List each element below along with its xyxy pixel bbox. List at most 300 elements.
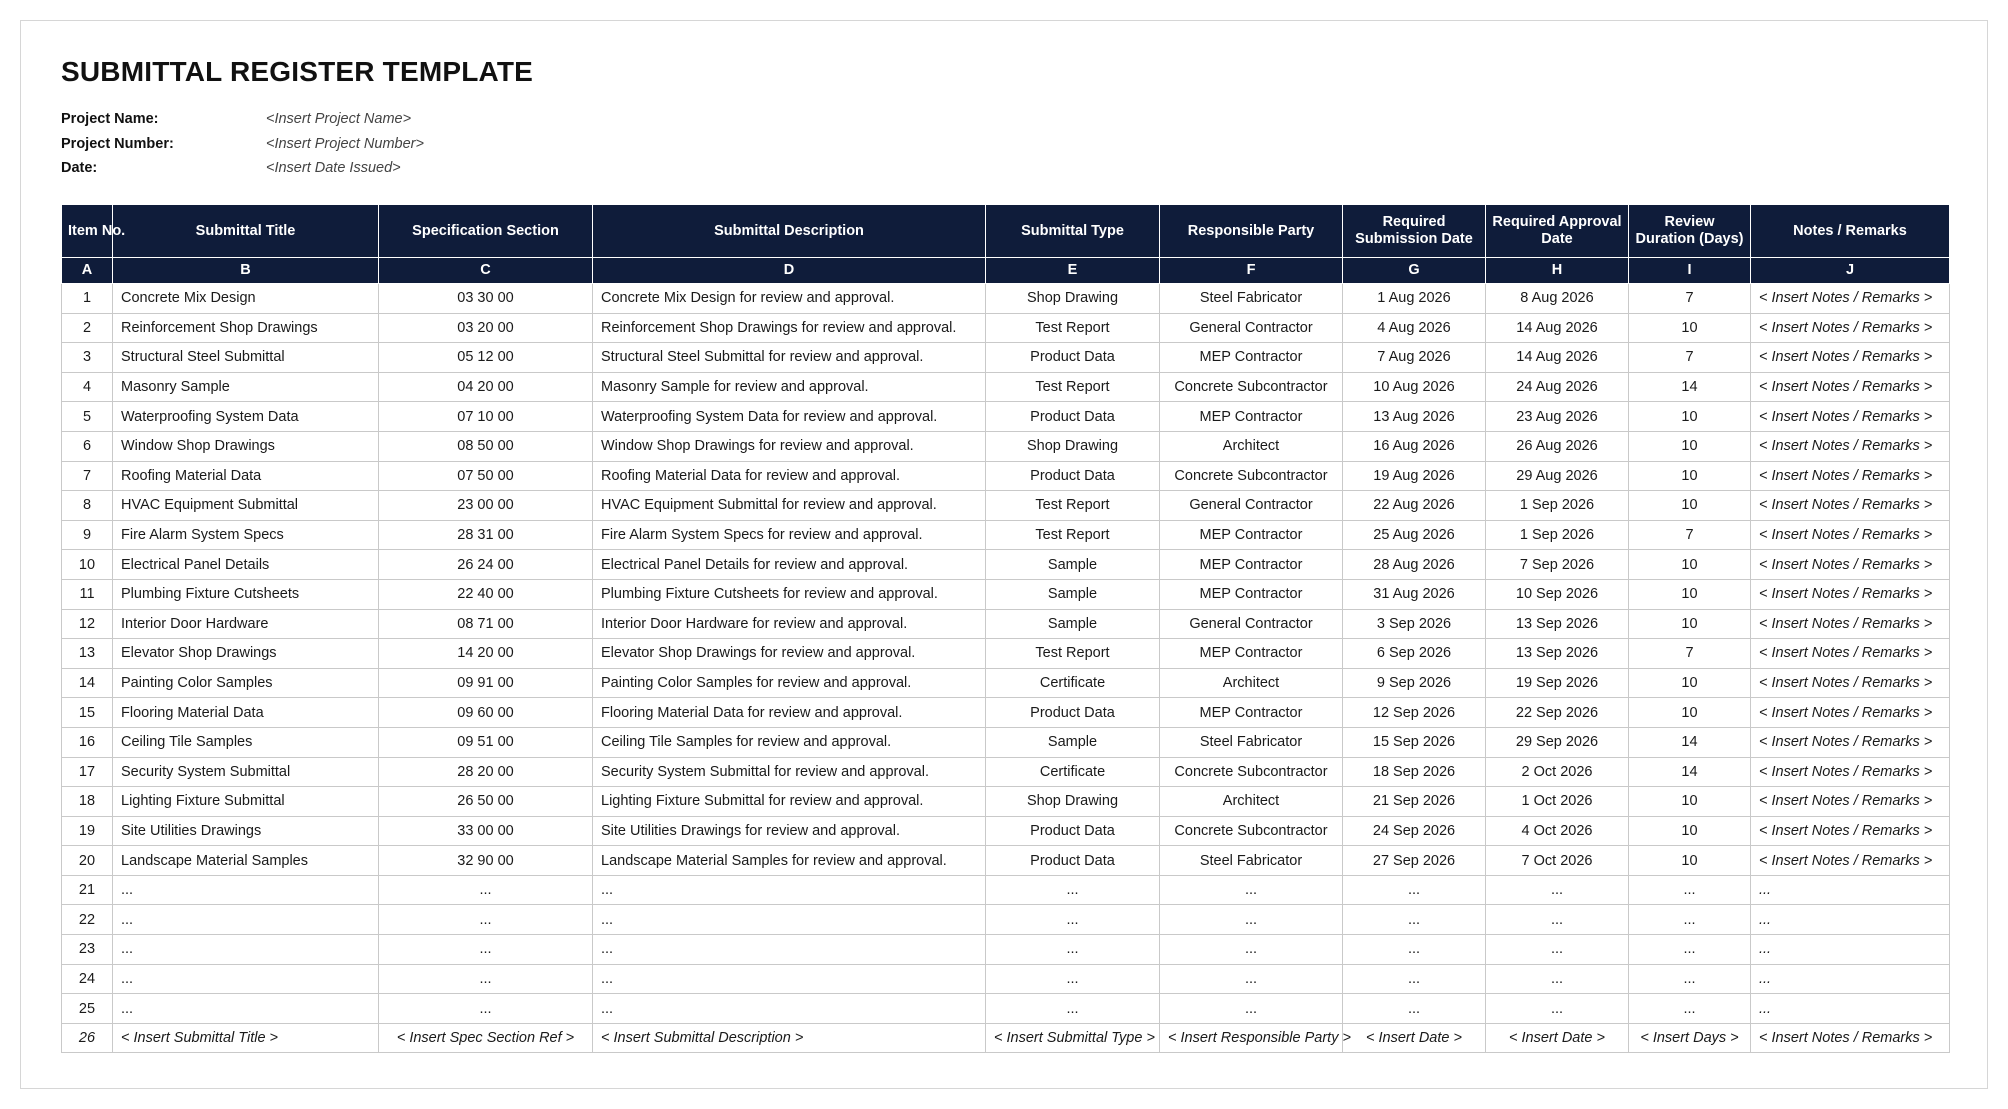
- review-duration-cell[interactable]: 7: [1629, 284, 1751, 314]
- notes-cell[interactable]: < Insert Notes / Remarks >: [1751, 461, 1950, 491]
- submission-date-cell[interactable]: 1 Aug 2026: [1343, 284, 1486, 314]
- spec-section-cell[interactable]: 33 00 00: [379, 816, 593, 846]
- approval-date-cell[interactable]: ...: [1486, 994, 1629, 1024]
- project-name-value[interactable]: <Insert Project Name>: [266, 111, 412, 127]
- submittal-title-cell[interactable]: Concrete Mix Design: [113, 284, 379, 314]
- approval-date-cell[interactable]: 24 Aug 2026: [1486, 372, 1629, 402]
- submittal-title-cell[interactable]: Masonry Sample: [113, 372, 379, 402]
- responsible-party-cell[interactable]: ...: [1160, 964, 1343, 994]
- submittal-type-cell[interactable]: ...: [986, 905, 1160, 935]
- table-row: [62, 875, 1950, 905]
- submittal-type-cell[interactable]: Certificate: [986, 668, 1160, 698]
- spec-section-cell[interactable]: 26 50 00: [379, 787, 593, 817]
- review-duration-cell[interactable]: 10: [1629, 579, 1751, 609]
- item-no-cell[interactable]: 20: [62, 846, 113, 876]
- submittal-type-cell[interactable]: Product Data: [986, 698, 1160, 728]
- item-no-cell[interactable]: 10: [62, 550, 113, 580]
- responsible-party-cell[interactable]: < Insert Responsible Party >: [1160, 1023, 1343, 1053]
- approval-date-cell[interactable]: 2 Oct 2026: [1486, 757, 1629, 787]
- submittal-title-cell[interactable]: Elevator Shop Drawings: [113, 639, 379, 669]
- submittal-title-cell[interactable]: Electrical Panel Details: [113, 550, 379, 580]
- approval-date-cell[interactable]: 14 Aug 2026: [1486, 343, 1629, 373]
- approval-date-cell[interactable]: ...: [1486, 964, 1629, 994]
- item-no-cell[interactable]: 15: [62, 698, 113, 728]
- item-no-cell[interactable]: 12: [62, 609, 113, 639]
- notes-cell[interactable]: < Insert Notes / Remarks >: [1751, 698, 1950, 728]
- description-cell[interactable]: Fire Alarm System Specs for review and approval.: [593, 520, 986, 550]
- item-no-cell[interactable]: 14: [62, 668, 113, 698]
- table-row: [62, 609, 1950, 639]
- submittal-title-cell[interactable]: Painting Color Samples: [113, 668, 379, 698]
- table-row: [62, 491, 1950, 521]
- spec-section-cell[interactable]: 32 90 00: [379, 846, 593, 876]
- notes-cell[interactable]: < Insert Notes / Remarks >: [1751, 550, 1950, 580]
- submission-date-cell[interactable]: 15 Sep 2026: [1343, 727, 1486, 757]
- approval-date-cell[interactable]: 13 Sep 2026: [1486, 639, 1629, 669]
- responsible-party-cell[interactable]: Steel Fabricator: [1160, 846, 1343, 876]
- notes-cell[interactable]: < Insert Notes / Remarks >: [1751, 343, 1950, 373]
- description-cell[interactable]: Ceiling Tile Samples for review and approval.: [593, 727, 986, 757]
- review-duration-cell[interactable]: 14: [1629, 372, 1751, 402]
- notes-cell[interactable]: < Insert Notes / Remarks >: [1751, 491, 1950, 521]
- column-letter: B: [113, 258, 379, 284]
- notes-cell[interactable]: ...: [1751, 994, 1950, 1024]
- submittal-type-cell[interactable]: Test Report: [986, 639, 1160, 669]
- item-no-cell[interactable]: 5: [62, 402, 113, 432]
- description-cell[interactable]: ...: [593, 935, 986, 965]
- description-cell[interactable]: Roofing Material Data for review and approval.: [593, 461, 986, 491]
- date-value[interactable]: <Insert Date Issued>: [266, 160, 401, 176]
- notes-cell[interactable]: < Insert Notes / Remarks >: [1751, 579, 1950, 609]
- responsible-party-cell[interactable]: ...: [1160, 935, 1343, 965]
- responsible-party-cell[interactable]: ...: [1160, 994, 1343, 1024]
- submission-date-cell[interactable]: ...: [1343, 994, 1486, 1024]
- spec-section-cell[interactable]: 14 20 00: [379, 639, 593, 669]
- submittal-type-cell[interactable]: Sample: [986, 550, 1160, 580]
- approval-date-cell[interactable]: 7 Sep 2026: [1486, 550, 1629, 580]
- submittal-type-cell[interactable]: Product Data: [986, 816, 1160, 846]
- responsible-party-cell[interactable]: Architect: [1160, 787, 1343, 817]
- description-cell[interactable]: Concrete Mix Design for review and approval.: [593, 284, 986, 314]
- approval-date-cell[interactable]: 10 Sep 2026: [1486, 579, 1629, 609]
- responsible-party-cell[interactable]: ...: [1160, 905, 1343, 935]
- item-no-cell[interactable]: 2: [62, 313, 113, 343]
- submittal-type-cell[interactable]: Sample: [986, 609, 1160, 639]
- review-duration-cell[interactable]: ...: [1629, 994, 1751, 1024]
- review-duration-cell[interactable]: < Insert Days >: [1629, 1023, 1751, 1053]
- spec-section-cell[interactable]: 28 20 00: [379, 757, 593, 787]
- approval-date-cell[interactable]: 1 Oct 2026: [1486, 787, 1629, 817]
- responsible-party-cell[interactable]: General Contractor: [1160, 491, 1343, 521]
- notes-cell[interactable]: < Insert Notes / Remarks >: [1751, 402, 1950, 432]
- review-duration-cell[interactable]: ...: [1629, 964, 1751, 994]
- responsible-party-cell[interactable]: ...: [1160, 875, 1343, 905]
- submission-date-cell[interactable]: 27 Sep 2026: [1343, 846, 1486, 876]
- table-row: [62, 372, 1950, 402]
- notes-cell[interactable]: ...: [1751, 905, 1950, 935]
- item-no-cell[interactable]: 21: [62, 875, 113, 905]
- item-no-cell[interactable]: 25: [62, 994, 113, 1024]
- submittal-title-cell[interactable]: HVAC Equipment Submittal: [113, 491, 379, 521]
- project-number-value[interactable]: <Insert Project Number>: [266, 136, 424, 152]
- submittal-type-cell[interactable]: Sample: [986, 727, 1160, 757]
- submittal-type-cell[interactable]: Test Report: [986, 313, 1160, 343]
- submittal-type-cell[interactable]: ...: [986, 964, 1160, 994]
- table-row: [62, 343, 1950, 373]
- submission-date-cell[interactable]: 12 Sep 2026: [1343, 698, 1486, 728]
- responsible-party-cell[interactable]: Concrete Subcontractor: [1160, 757, 1343, 787]
- submittal-type-cell[interactable]: Certificate: [986, 757, 1160, 787]
- submission-date-cell[interactable]: 19 Aug 2026: [1343, 461, 1486, 491]
- submittal-type-cell[interactable]: Test Report: [986, 491, 1160, 521]
- table-row: [62, 313, 1950, 343]
- item-no-cell[interactable]: 13: [62, 639, 113, 669]
- submittal-title-cell[interactable]: < Insert Submittal Title >: [113, 1023, 379, 1053]
- submittal-type-cell[interactable]: Product Data: [986, 402, 1160, 432]
- responsible-party-cell[interactable]: MEP Contractor: [1160, 550, 1343, 580]
- submittal-title-cell[interactable]: ...: [113, 964, 379, 994]
- submission-date-cell[interactable]: 22 Aug 2026: [1343, 491, 1486, 521]
- submittal-type-cell[interactable]: Product Data: [986, 846, 1160, 876]
- description-cell[interactable]: Waterproofing System Data for review and approval.: [593, 402, 986, 432]
- description-cell[interactable]: ...: [593, 964, 986, 994]
- column-letter: G: [1343, 258, 1486, 284]
- review-duration-cell[interactable]: 10: [1629, 402, 1751, 432]
- review-duration-cell[interactable]: 7: [1629, 520, 1751, 550]
- spec-section-cell[interactable]: 03 20 00: [379, 313, 593, 343]
- review-duration-cell[interactable]: 10: [1629, 431, 1751, 461]
- item-no-cell[interactable]: 23: [62, 935, 113, 965]
- submittal-title-cell[interactable]: Lighting Fixture Submittal: [113, 787, 379, 817]
- approval-date-cell[interactable]: < Insert Date >: [1486, 1023, 1629, 1053]
- description-cell[interactable]: Lighting Fixture Submittal for review and approval.: [593, 787, 986, 817]
- notes-cell[interactable]: < Insert Notes / Remarks >: [1751, 520, 1950, 550]
- description-cell[interactable]: Structural Steel Submittal for review and approval.: [593, 343, 986, 373]
- approval-date-cell[interactable]: 26 Aug 2026: [1486, 431, 1629, 461]
- spec-section-cell[interactable]: 04 20 00: [379, 372, 593, 402]
- responsible-party-cell[interactable]: Concrete Subcontractor: [1160, 372, 1343, 402]
- submittal-type-cell[interactable]: Test Report: [986, 520, 1160, 550]
- header-item-no: Item No.: [62, 205, 113, 258]
- column-letter: D: [593, 258, 986, 284]
- table-row: [62, 639, 1950, 669]
- submission-date-cell[interactable]: 10 Aug 2026: [1343, 372, 1486, 402]
- spec-section-cell[interactable]: 08 71 00: [379, 609, 593, 639]
- item-no-cell[interactable]: 4: [62, 372, 113, 402]
- responsible-party-cell[interactable]: MEP Contractor: [1160, 520, 1343, 550]
- submission-date-cell[interactable]: 13 Aug 2026: [1343, 402, 1486, 432]
- table-row: [62, 935, 1950, 965]
- notes-cell[interactable]: < Insert Notes / Remarks >: [1751, 846, 1950, 876]
- submittal-title-cell[interactable]: Ceiling Tile Samples: [113, 727, 379, 757]
- responsible-party-cell[interactable]: MEP Contractor: [1160, 579, 1343, 609]
- table-row: [62, 816, 1950, 846]
- submission-date-cell[interactable]: 21 Sep 2026: [1343, 787, 1486, 817]
- item-no-cell[interactable]: 3: [62, 343, 113, 373]
- project-name-label: Project Name:: [61, 111, 159, 127]
- description-cell[interactable]: Painting Color Samples for review and approval.: [593, 668, 986, 698]
- notes-cell[interactable]: < Insert Notes / Remarks >: [1751, 1023, 1950, 1053]
- column-header-row: [62, 205, 1950, 258]
- description-cell[interactable]: Elevator Shop Drawings for review and approval.: [593, 639, 986, 669]
- notes-cell[interactable]: < Insert Notes / Remarks >: [1751, 431, 1950, 461]
- responsible-party-cell[interactable]: MEP Contractor: [1160, 343, 1343, 373]
- review-duration-cell[interactable]: 10: [1629, 846, 1751, 876]
- item-no-cell[interactable]: 7: [62, 461, 113, 491]
- item-no-cell[interactable]: 17: [62, 757, 113, 787]
- column-letter: C: [379, 258, 593, 284]
- responsible-party-cell[interactable]: Steel Fabricator: [1160, 727, 1343, 757]
- submission-date-cell[interactable]: 3 Sep 2026: [1343, 609, 1486, 639]
- submittal-title-cell[interactable]: Structural Steel Submittal: [113, 343, 379, 373]
- approval-date-cell[interactable]: ...: [1486, 905, 1629, 935]
- approval-date-cell[interactable]: 19 Sep 2026: [1486, 668, 1629, 698]
- approval-date-cell[interactable]: 13 Sep 2026: [1486, 609, 1629, 639]
- responsible-party-cell[interactable]: Steel Fabricator: [1160, 284, 1343, 314]
- submittal-title-cell[interactable]: Roofing Material Data: [113, 461, 379, 491]
- submittal-title-cell[interactable]: Site Utilities Drawings: [113, 816, 379, 846]
- submittal-title-cell[interactable]: ...: [113, 994, 379, 1024]
- submittal-title-cell[interactable]: Interior Door Hardware: [113, 609, 379, 639]
- spec-section-cell[interactable]: ...: [379, 994, 593, 1024]
- review-duration-cell[interactable]: 7: [1629, 639, 1751, 669]
- description-cell[interactable]: < Insert Submittal Description >: [593, 1023, 986, 1053]
- submittal-title-cell[interactable]: Plumbing Fixture Cutsheets: [113, 579, 379, 609]
- template-row: [62, 1023, 1950, 1053]
- responsible-party-cell[interactable]: General Contractor: [1160, 609, 1343, 639]
- review-duration-cell[interactable]: 10: [1629, 668, 1751, 698]
- approval-date-cell[interactable]: 14 Aug 2026: [1486, 313, 1629, 343]
- project-number-row: [61, 136, 424, 152]
- header-specification-section: Specification Section: [379, 205, 593, 258]
- submittal-type-cell[interactable]: Shop Drawing: [986, 431, 1160, 461]
- date-row: [61, 160, 401, 176]
- submittal-type-cell[interactable]: Test Report: [986, 372, 1160, 402]
- review-duration-cell[interactable]: ...: [1629, 905, 1751, 935]
- review-duration-cell[interactable]: 10: [1629, 787, 1751, 817]
- description-cell[interactable]: Interior Door Hardware for review and approval.: [593, 609, 986, 639]
- spec-section-cell[interactable]: 09 51 00: [379, 727, 593, 757]
- item-no-cell[interactable]: 8: [62, 491, 113, 521]
- column-letter: A: [62, 258, 113, 284]
- description-cell[interactable]: Plumbing Fixture Cutsheets for review and approval.: [593, 579, 986, 609]
- item-no-cell[interactable]: 26: [62, 1023, 113, 1053]
- submittal-title-cell[interactable]: Fire Alarm System Specs: [113, 520, 379, 550]
- responsible-party-cell[interactable]: MEP Contractor: [1160, 698, 1343, 728]
- responsible-party-cell[interactable]: Concrete Subcontractor: [1160, 461, 1343, 491]
- review-duration-cell[interactable]: 10: [1629, 491, 1751, 521]
- table-row: [62, 520, 1950, 550]
- approval-date-cell[interactable]: 1 Sep 2026: [1486, 491, 1629, 521]
- responsible-party-cell[interactable]: General Contractor: [1160, 313, 1343, 343]
- review-duration-cell[interactable]: 10: [1629, 609, 1751, 639]
- review-duration-cell[interactable]: 7: [1629, 343, 1751, 373]
- responsible-party-cell[interactable]: MEP Contractor: [1160, 402, 1343, 432]
- notes-cell[interactable]: < Insert Notes / Remarks >: [1751, 313, 1950, 343]
- notes-cell[interactable]: < Insert Notes / Remarks >: [1751, 757, 1950, 787]
- item-no-cell[interactable]: 24: [62, 964, 113, 994]
- table-row: [62, 284, 1950, 314]
- notes-cell[interactable]: < Insert Notes / Remarks >: [1751, 787, 1950, 817]
- spec-section-cell[interactable]: 28 31 00: [379, 520, 593, 550]
- review-duration-cell[interactable]: 14: [1629, 727, 1751, 757]
- table-row: [62, 579, 1950, 609]
- responsible-party-cell[interactable]: Concrete Subcontractor: [1160, 816, 1343, 846]
- submittal-type-cell[interactable]: Shop Drawing: [986, 787, 1160, 817]
- review-duration-cell[interactable]: 10: [1629, 313, 1751, 343]
- submittal-type-cell[interactable]: Product Data: [986, 343, 1160, 373]
- submittal-type-cell[interactable]: ...: [986, 994, 1160, 1024]
- submission-date-cell[interactable]: 18 Sep 2026: [1343, 757, 1486, 787]
- description-cell[interactable]: ...: [593, 994, 986, 1024]
- description-cell[interactable]: Site Utilities Drawings for review and approval.: [593, 816, 986, 846]
- spec-section-cell[interactable]: 03 30 00: [379, 284, 593, 314]
- column-letter: J: [1751, 258, 1950, 284]
- submission-date-cell[interactable]: 7 Aug 2026: [1343, 343, 1486, 373]
- item-no-cell[interactable]: 19: [62, 816, 113, 846]
- spec-section-cell[interactable]: 23 00 00: [379, 491, 593, 521]
- spec-section-cell[interactable]: ...: [379, 964, 593, 994]
- date-label: Date:: [61, 160, 98, 176]
- submission-date-cell[interactable]: 25 Aug 2026: [1343, 520, 1486, 550]
- notes-cell[interactable]: ...: [1751, 875, 1950, 905]
- submission-date-cell[interactable]: 31 Aug 2026: [1343, 579, 1486, 609]
- submission-date-cell[interactable]: 28 Aug 2026: [1343, 550, 1486, 580]
- description-cell[interactable]: Electrical Panel Details for review and approval.: [593, 550, 986, 580]
- submittal-type-cell[interactable]: < Insert Submittal Type >: [986, 1023, 1160, 1053]
- approval-date-cell[interactable]: 7 Oct 2026: [1486, 846, 1629, 876]
- submittal-register-table: [61, 204, 1950, 1053]
- review-duration-cell[interactable]: 10: [1629, 698, 1751, 728]
- review-duration-cell[interactable]: ...: [1629, 935, 1751, 965]
- description-cell[interactable]: Window Shop Drawings for review and approval.: [593, 431, 986, 461]
- approval-date-cell[interactable]: ...: [1486, 875, 1629, 905]
- table-body: [62, 284, 1950, 1053]
- description-cell[interactable]: ...: [593, 875, 986, 905]
- spec-section-cell[interactable]: ...: [379, 875, 593, 905]
- notes-cell[interactable]: < Insert Notes / Remarks >: [1751, 609, 1950, 639]
- table-row: [62, 846, 1950, 876]
- notes-cell[interactable]: < Insert Notes / Remarks >: [1751, 668, 1950, 698]
- approval-date-cell[interactable]: 8 Aug 2026: [1486, 284, 1629, 314]
- approval-date-cell[interactable]: 29 Sep 2026: [1486, 727, 1629, 757]
- notes-cell[interactable]: < Insert Notes / Remarks >: [1751, 372, 1950, 402]
- submittal-type-cell[interactable]: ...: [986, 875, 1160, 905]
- submission-date-cell[interactable]: 16 Aug 2026: [1343, 431, 1486, 461]
- spec-section-cell[interactable]: 08 50 00: [379, 431, 593, 461]
- approval-date-cell[interactable]: 22 Sep 2026: [1486, 698, 1629, 728]
- submission-date-cell[interactable]: 24 Sep 2026: [1343, 816, 1486, 846]
- notes-cell[interactable]: < Insert Notes / Remarks >: [1751, 639, 1950, 669]
- item-no-cell[interactable]: 11: [62, 579, 113, 609]
- review-duration-cell[interactable]: 10: [1629, 816, 1751, 846]
- page-title: SUBMITTAL REGISTER TEMPLATE: [61, 56, 534, 87]
- item-no-cell[interactable]: 16: [62, 727, 113, 757]
- description-cell[interactable]: Reinforcement Shop Drawings for review and approval.: [593, 313, 986, 343]
- description-cell[interactable]: Security System Submittal for review and approval.: [593, 757, 986, 787]
- responsible-party-cell[interactable]: MEP Contractor: [1160, 639, 1343, 669]
- submittal-title-cell[interactable]: Reinforcement Shop Drawings: [113, 313, 379, 343]
- submittal-title-cell[interactable]: Flooring Material Data: [113, 698, 379, 728]
- approval-date-cell[interactable]: ...: [1486, 935, 1629, 965]
- spec-section-cell[interactable]: 07 10 00: [379, 402, 593, 432]
- spec-section-cell[interactable]: 09 60 00: [379, 698, 593, 728]
- spec-section-cell[interactable]: 09 91 00: [379, 668, 593, 698]
- spec-section-cell[interactable]: < Insert Spec Section Ref >: [379, 1023, 593, 1053]
- notes-cell[interactable]: < Insert Notes / Remarks >: [1751, 816, 1950, 846]
- submission-date-cell[interactable]: 4 Aug 2026: [1343, 313, 1486, 343]
- submittal-title-cell[interactable]: Window Shop Drawings: [113, 431, 379, 461]
- spec-section-cell[interactable]: ...: [379, 905, 593, 935]
- notes-cell[interactable]: ...: [1751, 935, 1950, 965]
- approval-date-cell[interactable]: 4 Oct 2026: [1486, 816, 1629, 846]
- submission-date-cell[interactable]: 9 Sep 2026: [1343, 668, 1486, 698]
- submittal-title-cell[interactable]: ...: [113, 905, 379, 935]
- submission-date-cell[interactable]: < Insert Date >: [1343, 1023, 1486, 1053]
- table-row: [62, 905, 1950, 935]
- description-cell[interactable]: ...: [593, 905, 986, 935]
- spec-section-cell[interactable]: 07 50 00: [379, 461, 593, 491]
- review-duration-cell[interactable]: 14: [1629, 757, 1751, 787]
- submittal-type-cell[interactable]: Shop Drawing: [986, 284, 1160, 314]
- responsible-party-cell[interactable]: Architect: [1160, 668, 1343, 698]
- description-cell[interactable]: HVAC Equipment Submittal for review and approval.: [593, 491, 986, 521]
- description-cell[interactable]: Flooring Material Data for review and approval.: [593, 698, 986, 728]
- submittal-type-cell[interactable]: Sample: [986, 579, 1160, 609]
- description-cell[interactable]: Masonry Sample for review and approval.: [593, 372, 986, 402]
- spec-section-cell[interactable]: 05 12 00: [379, 343, 593, 373]
- submittal-title-cell[interactable]: Security System Submittal: [113, 757, 379, 787]
- notes-cell[interactable]: < Insert Notes / Remarks >: [1751, 727, 1950, 757]
- submission-date-cell[interactable]: ...: [1343, 964, 1486, 994]
- submittal-title-cell[interactable]: Waterproofing System Data: [113, 402, 379, 432]
- notes-cell[interactable]: < Insert Notes / Remarks >: [1751, 284, 1950, 314]
- column-letter: I: [1629, 258, 1751, 284]
- review-duration-cell[interactable]: 10: [1629, 550, 1751, 580]
- spec-section-cell[interactable]: 26 24 00: [379, 550, 593, 580]
- review-duration-cell[interactable]: ...: [1629, 875, 1751, 905]
- submission-date-cell[interactable]: ...: [1343, 905, 1486, 935]
- submission-date-cell[interactable]: ...: [1343, 875, 1486, 905]
- submittal-title-cell[interactable]: ...: [113, 875, 379, 905]
- submission-date-cell[interactable]: ...: [1343, 935, 1486, 965]
- approval-date-cell[interactable]: 1 Sep 2026: [1486, 520, 1629, 550]
- spec-section-cell[interactable]: 22 40 00: [379, 579, 593, 609]
- table-row: [62, 550, 1950, 580]
- item-no-cell[interactable]: 22: [62, 905, 113, 935]
- submittal-title-cell[interactable]: ...: [113, 935, 379, 965]
- table-row: [62, 787, 1950, 817]
- responsible-party-cell[interactable]: Architect: [1160, 431, 1343, 461]
- approval-date-cell[interactable]: 23 Aug 2026: [1486, 402, 1629, 432]
- item-no-cell[interactable]: 9: [62, 520, 113, 550]
- item-no-cell[interactable]: 6: [62, 431, 113, 461]
- description-cell[interactable]: Landscape Material Samples for review and approval.: [593, 846, 986, 876]
- header-responsible-party: Responsible Party: [1160, 205, 1343, 258]
- submission-date-cell[interactable]: 6 Sep 2026: [1343, 639, 1486, 669]
- spec-section-cell[interactable]: ...: [379, 935, 593, 965]
- item-no-cell[interactable]: 1: [62, 284, 113, 314]
- submittal-type-cell[interactable]: ...: [986, 935, 1160, 965]
- submittal-title-cell[interactable]: Landscape Material Samples: [113, 846, 379, 876]
- approval-date-cell[interactable]: 29 Aug 2026: [1486, 461, 1629, 491]
- project-number-label: Project Number:: [61, 136, 174, 152]
- header-submittal-description: Submittal Description: [593, 205, 986, 258]
- item-no-cell[interactable]: 18: [62, 787, 113, 817]
- submittal-type-cell[interactable]: Product Data: [986, 461, 1160, 491]
- notes-cell[interactable]: ...: [1751, 964, 1950, 994]
- review-duration-cell[interactable]: 10: [1629, 461, 1751, 491]
